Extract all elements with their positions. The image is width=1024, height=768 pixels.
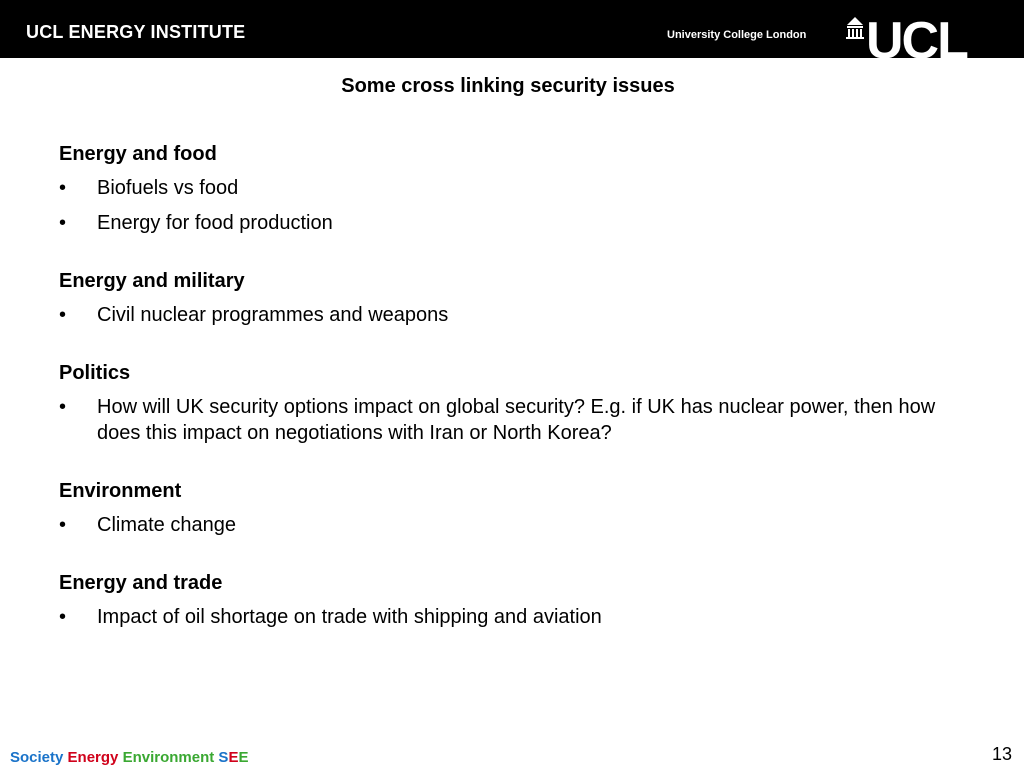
portico-icon — [846, 17, 864, 39]
section-heading: Environment — [59, 480, 182, 502]
footer-see-e1: E — [228, 749, 239, 766]
page-number: 13 — [992, 744, 1013, 764]
section-energy-military — [59, 269, 979, 328]
section-environment — [59, 479, 979, 538]
bullet-icon: • — [59, 606, 67, 628]
bullet-text: Climate change — [97, 514, 236, 536]
bullet-icon: • — [59, 396, 67, 418]
university-name: University College London — [667, 29, 807, 41]
footer-see-e2: E — [238, 749, 249, 766]
footer-tagline — [10, 749, 248, 766]
section-politics — [59, 361, 979, 446]
footer-see-s: S — [218, 749, 229, 766]
bullet-icon: • — [59, 304, 67, 326]
bullet-item — [59, 175, 979, 201]
bullet-icon: • — [59, 212, 67, 234]
footer-see — [218, 749, 248, 766]
section-heading: Politics — [59, 362, 131, 384]
section-heading: Energy and military — [59, 270, 245, 292]
ucl-logo — [846, 14, 992, 58]
bullet-item — [59, 394, 979, 446]
bullet-item — [59, 302, 979, 328]
footer-society: Society — [10, 749, 64, 766]
institute-title: UCL ENERGY INSTITUTE — [26, 22, 246, 42]
slide-title: Some cross linking security issues — [341, 75, 675, 97]
section-heading: Energy and trade — [59, 572, 223, 594]
bullet-item — [59, 604, 979, 630]
section-energy-trade — [59, 571, 979, 630]
bullet-text: Energy for food production — [97, 212, 333, 234]
bullet-icon: • — [59, 177, 67, 199]
section-heading: Energy and food — [59, 143, 217, 165]
bullet-text: Impact of oil shortage on trade with shipping and aviation — [97, 606, 602, 628]
ucl-logo-text: UCL — [866, 14, 967, 58]
footer-energy: Energy — [67, 749, 119, 766]
section-energy-food — [59, 142, 979, 236]
bullet-text: Civil nuclear programmes and weapons — [97, 304, 449, 326]
slide-content — [59, 142, 979, 663]
footer-environment: Environment — [122, 749, 215, 766]
bullet-item — [59, 210, 979, 236]
bullet-item — [59, 512, 979, 538]
bullet-text: Biofuels vs food — [97, 177, 239, 199]
bullet-icon: • — [59, 514, 67, 536]
bullet-text: How will UK security options impact on global security? E.g. if UK has nuclear power, then how does this impact on negotiations with Iran or North Korea? — [97, 396, 936, 444]
header-bar — [0, 0, 1024, 58]
